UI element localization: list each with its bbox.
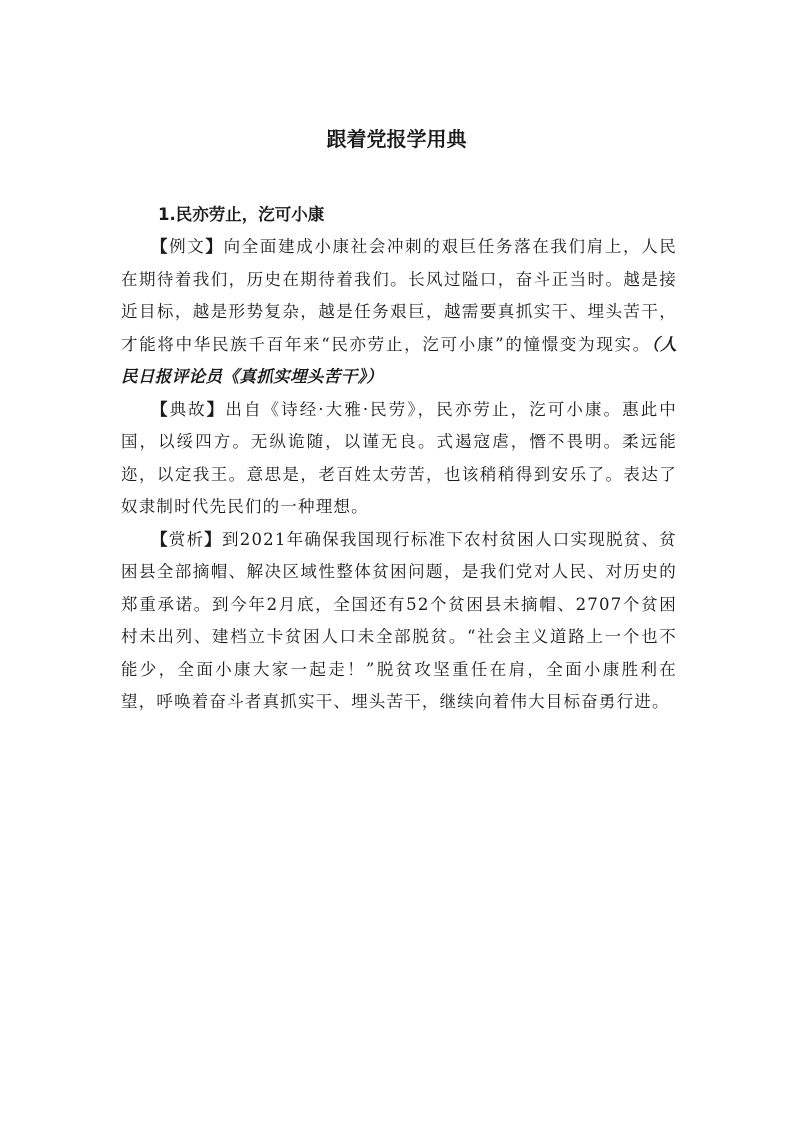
example-tag-close: 】	[205, 237, 224, 256]
example-text: 向全面建成小康社会冲刺的艰巨任务落在我们肩上，人民在期待着我们，历史在期待着我们。长风过隘口，奋斗正当时。越是接近目标，越是形势复杂，越是任务艰巨，越需要真抓实干、埋头苦干，才能将中华民族千百年来“民亦劳止，汔可小康”的憧憬变为现实。	[121, 237, 677, 354]
analysis-tag-close: 】	[204, 529, 222, 549]
analysis-tag: 赏析	[168, 529, 205, 549]
allusion-paragraph	[121, 394, 677, 524]
example-source: （人民日报评论员《真抓实埋头苦干》）	[121, 334, 677, 386]
analysis-text: 到2021年确保我国现行标准下农村贫困人口实现脱贫、贫困县全部摘帽、解决区域性整体贫困问题，是我们党对人民、对历史的郑重承诺。到今年2月底，全国还有52个贫困县未摘帽、2707个贫困村未出列、建档立卡贫困人口未全部脱贫。“社会主义道路上一个也不能少，全面小康大家一起走！”脱贫攻坚重任在肩，全面小康胜利在望，呼唤着奋斗者真抓实干、埋头苦干，继续向着伟大目标奋勇行进。	[121, 529, 677, 711]
section-heading: 1.民亦劳止，汔可小康	[158, 205, 325, 224]
analysis-tag-open: 【	[151, 529, 169, 549]
allusion-tag-open: 【	[151, 399, 170, 419]
allusion-tag: 典故	[169, 399, 207, 419]
example-tag: 例文	[169, 237, 206, 256]
example-paragraph	[121, 231, 677, 394]
allusion-text: 出自《诗经·大雅·民劳》，民亦劳止，汔可小康。惠此中国，以绥四方。无纵诡随，以谨无良。式遏寇虐，憯不畏明。柔远能迩，以定我王。意思是，老百姓太劳苦，也该稍稍得到安乐了。表达了奴隶制时代先民们的一种理想。	[121, 399, 677, 516]
allusion-tag-close: 】	[206, 399, 226, 419]
example-tag-open: 【	[151, 237, 170, 256]
page-title: 跟着党报学用典	[326, 127, 467, 151]
article-body	[121, 199, 677, 719]
analysis-paragraph	[121, 524, 677, 719]
